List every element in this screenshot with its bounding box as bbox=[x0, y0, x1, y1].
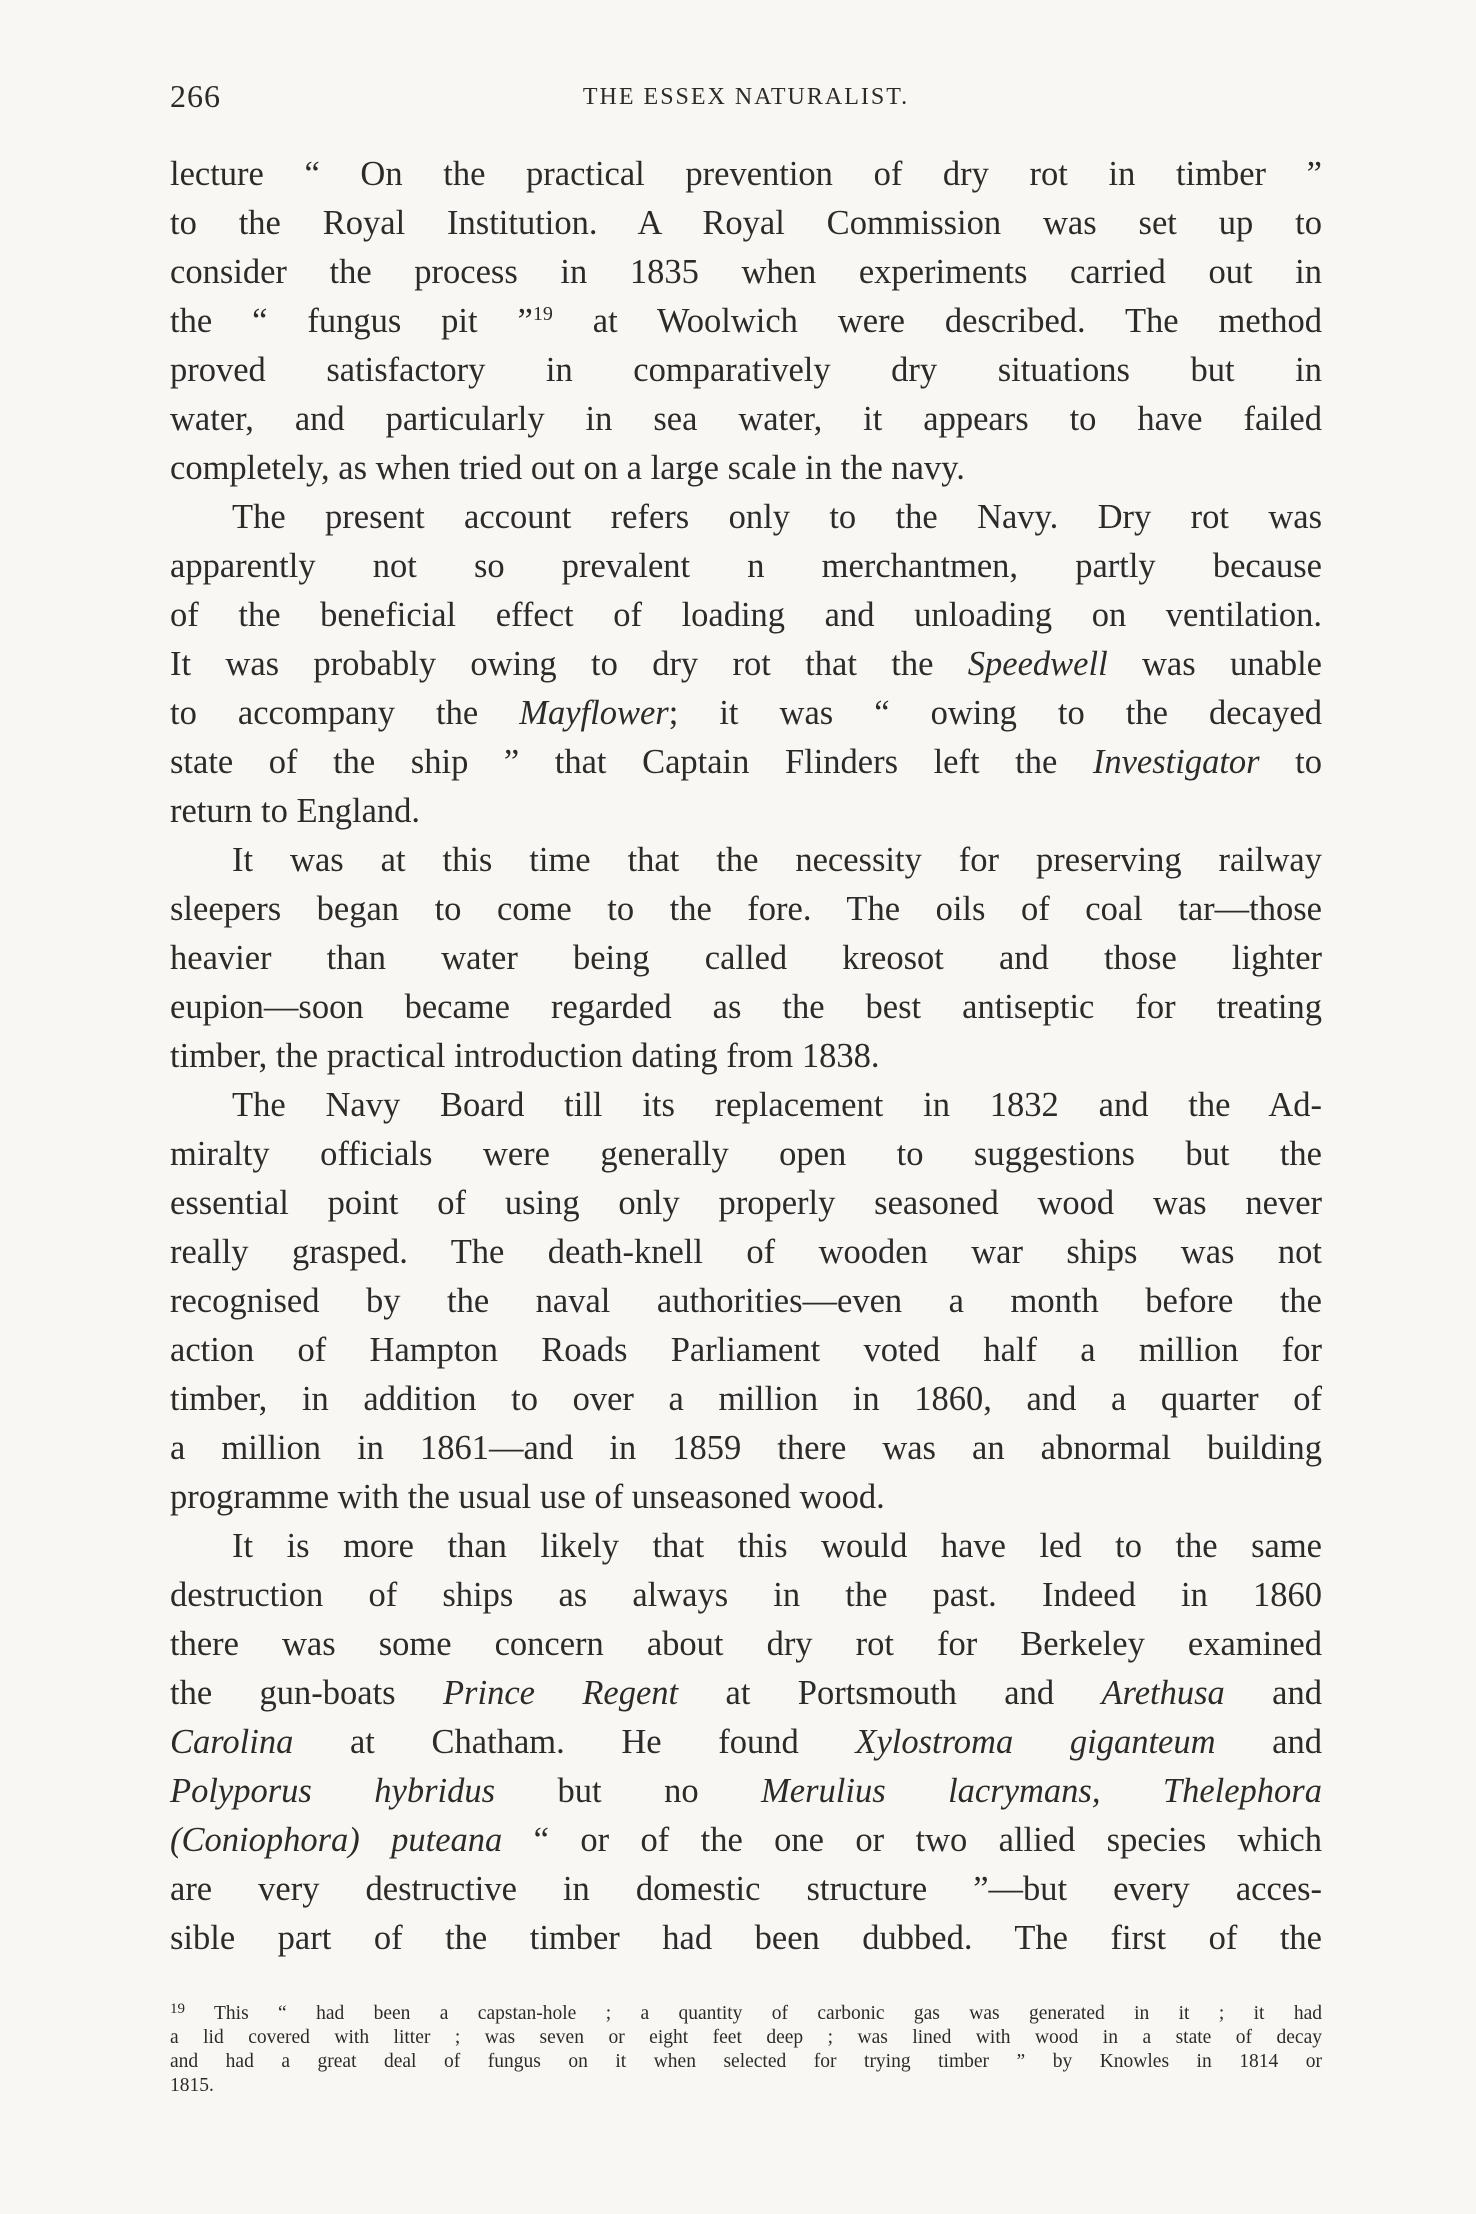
text-segment: there was some concern about dry rot for Berkeley examined bbox=[170, 1625, 1322, 1663]
text-segment: water, and particularly in sea water, it appears to have failed bbox=[170, 400, 1322, 438]
text-line bbox=[170, 493, 1322, 542]
text-segment: the “ fungus pit ” bbox=[170, 302, 533, 340]
italic-text: (Coniophora) puteana bbox=[170, 1821, 503, 1859]
text-line bbox=[170, 1522, 1322, 1571]
text-segment: and bbox=[1224, 1674, 1322, 1712]
footnote-text: 1815. bbox=[170, 2075, 214, 2096]
text-segment: completely, as when tried out on a large scale in the navy. bbox=[170, 449, 965, 487]
text-line bbox=[170, 1473, 1322, 1522]
italic-text: Carolina bbox=[170, 1723, 294, 1761]
text-segment: It was probably owing to dry rot that the bbox=[170, 645, 968, 683]
text-line bbox=[170, 1865, 1322, 1914]
footnote-line bbox=[170, 2026, 1322, 2050]
text-line bbox=[170, 689, 1322, 738]
text-line bbox=[170, 1081, 1322, 1130]
text-line bbox=[170, 1424, 1322, 1473]
text-segment: the gun-boats bbox=[170, 1674, 443, 1712]
text-line bbox=[170, 346, 1322, 395]
italic-text: Prince Regent bbox=[442, 1674, 679, 1712]
page-number: 266 bbox=[170, 78, 221, 114]
text-line bbox=[170, 1032, 1322, 1081]
text-segment: are very destructive in domestic structure ”—but every acces- bbox=[170, 1870, 1322, 1908]
text-line bbox=[170, 787, 1322, 836]
italic-text: Polyporus hybridus bbox=[170, 1772, 496, 1810]
italic-text: Merulius lacrymans, Thelephora bbox=[761, 1772, 1322, 1810]
text-line bbox=[170, 248, 1322, 297]
text-segment: of the beneficial effect of loading and unloading on ventilation. bbox=[170, 596, 1322, 634]
text-segment: sible part of the timber had been dubbed. The first of the bbox=[170, 1919, 1322, 1957]
italic-text: Speedwell bbox=[967, 645, 1108, 683]
text-line bbox=[170, 1816, 1322, 1865]
text-line bbox=[170, 150, 1322, 199]
footnote-line bbox=[170, 2074, 1322, 2098]
text-line bbox=[170, 640, 1322, 689]
text-line bbox=[170, 297, 1322, 346]
text-segment: return to England. bbox=[170, 792, 421, 830]
text-segment: was unable bbox=[1107, 645, 1322, 683]
text-segment: at Chatham. He found bbox=[293, 1723, 856, 1761]
footnote-line bbox=[170, 2002, 1322, 2026]
text-segment: timber, in addition to over a million in 1860, and a quarter of bbox=[170, 1380, 1322, 1418]
text-segment: The present account refers only to the Navy. Dry rot was bbox=[232, 498, 1322, 536]
text-segment: It is more than likely that this would have led to the same bbox=[232, 1527, 1322, 1565]
text-line bbox=[170, 885, 1322, 934]
text-segment: action of Hampton Roads Parliament voted half a million for bbox=[170, 1331, 1322, 1369]
text-line bbox=[170, 836, 1322, 885]
text-line bbox=[170, 1179, 1322, 1228]
footnote-line bbox=[170, 2050, 1322, 2074]
italic-text: Mayflower bbox=[519, 694, 669, 732]
text-line bbox=[170, 1914, 1322, 1963]
body-text bbox=[170, 150, 1322, 1963]
text-line bbox=[170, 542, 1322, 591]
text-line bbox=[170, 1620, 1322, 1669]
text-segment: The Navy Board till its replacement in 1832 and the Ad- bbox=[232, 1086, 1322, 1124]
running-head bbox=[170, 78, 1322, 118]
text-line bbox=[170, 1130, 1322, 1179]
text-line bbox=[170, 1669, 1322, 1718]
footnote-text: a lid covered with litter ; was seven or eight feet deep ; was lined with wood in a state of decay bbox=[170, 2027, 1322, 2048]
text-line bbox=[170, 934, 1322, 983]
text-segment: at Portsmouth and bbox=[678, 1674, 1102, 1712]
italic-text: Xylostroma giganteum bbox=[855, 1723, 1216, 1761]
text-line bbox=[170, 1326, 1322, 1375]
text-line bbox=[170, 1228, 1322, 1277]
text-line bbox=[170, 1571, 1322, 1620]
italic-text: Investigator bbox=[1092, 743, 1260, 781]
text-line bbox=[170, 591, 1322, 640]
text-segment: and bbox=[1215, 1723, 1322, 1761]
text-segment: It was at this time that the necessity for preserving railway bbox=[232, 841, 1322, 879]
text-segment: really grasped. The death-knell of wooden war ships was not bbox=[170, 1233, 1322, 1271]
text-line bbox=[170, 1718, 1322, 1767]
text-segment: consider the process in 1835 when experiments carried out in bbox=[170, 253, 1322, 291]
text-line bbox=[170, 983, 1322, 1032]
text-segment: eupion—soon became regarded as the best antiseptic for treating bbox=[170, 988, 1322, 1026]
text-line bbox=[170, 395, 1322, 444]
text-segment: to bbox=[1259, 743, 1322, 781]
text-segment: heavier than water being called kreosot and those lighter bbox=[170, 939, 1322, 977]
text-segment: recognised by the naval authorities—even a month before the bbox=[170, 1282, 1322, 1320]
text-segment: destruction of ships as always in the past. Indeed in 1860 bbox=[170, 1576, 1322, 1614]
text-segment: ; it was “ owing to the decayed bbox=[668, 694, 1322, 732]
text-segment: miralty officials were generally open to suggestions but the bbox=[170, 1135, 1322, 1173]
footnote-reference: 19 bbox=[532, 303, 553, 325]
text-segment: lecture “ On the practical prevention of dry rot in timber ” bbox=[170, 155, 1322, 193]
footnote-text: This “ had been a capstan-hole ; a quantity of carbonic gas was generated in it ; it had bbox=[185, 2003, 1322, 2024]
italic-text: Arethusa bbox=[1101, 1674, 1225, 1712]
text-segment: at Woolwich were described. The method bbox=[552, 302, 1323, 340]
footnote bbox=[170, 2002, 1322, 2098]
text-segment: essential point of using only properly seasoned wood was never bbox=[170, 1184, 1322, 1222]
text-line bbox=[170, 1375, 1322, 1424]
text-segment: to accompany the bbox=[170, 694, 520, 732]
text-segment: but no bbox=[495, 1772, 762, 1810]
text-segment: proved satisfactory in comparatively dry situations but in bbox=[170, 351, 1322, 389]
text-segment: apparently not so prevalent n merchantmen, partly because bbox=[170, 547, 1322, 585]
text-segment: timber, the practical introduction dating from 1838. bbox=[170, 1037, 880, 1075]
footnote-text: and had a great deal of fungus on it when selected for trying timber ” by Knowles in 1814 or bbox=[170, 2051, 1322, 2072]
text-segment: “ or of the one or two allied species which bbox=[502, 1821, 1322, 1859]
text-line bbox=[170, 444, 1322, 493]
text-line bbox=[170, 199, 1322, 248]
text-segment: sleepers began to come to the fore. The oils of coal tar—those bbox=[170, 890, 1322, 928]
text-line bbox=[170, 1767, 1322, 1816]
text-segment: a million in 1861—and in 1859 there was an abnormal building bbox=[170, 1429, 1322, 1467]
text-line bbox=[170, 1277, 1322, 1326]
journal-title: THE ESSEX NATURALIST. bbox=[582, 84, 910, 110]
text-segment: to the Royal Institution. A Royal Commission was set up to bbox=[170, 204, 1322, 242]
text-segment: programme with the usual use of unseasoned wood. bbox=[170, 1478, 885, 1516]
text-segment: state of the ship ” that Captain Flinders left the bbox=[170, 743, 1093, 781]
footnote-marker: 19 bbox=[170, 2001, 185, 2017]
text-line bbox=[170, 738, 1322, 787]
